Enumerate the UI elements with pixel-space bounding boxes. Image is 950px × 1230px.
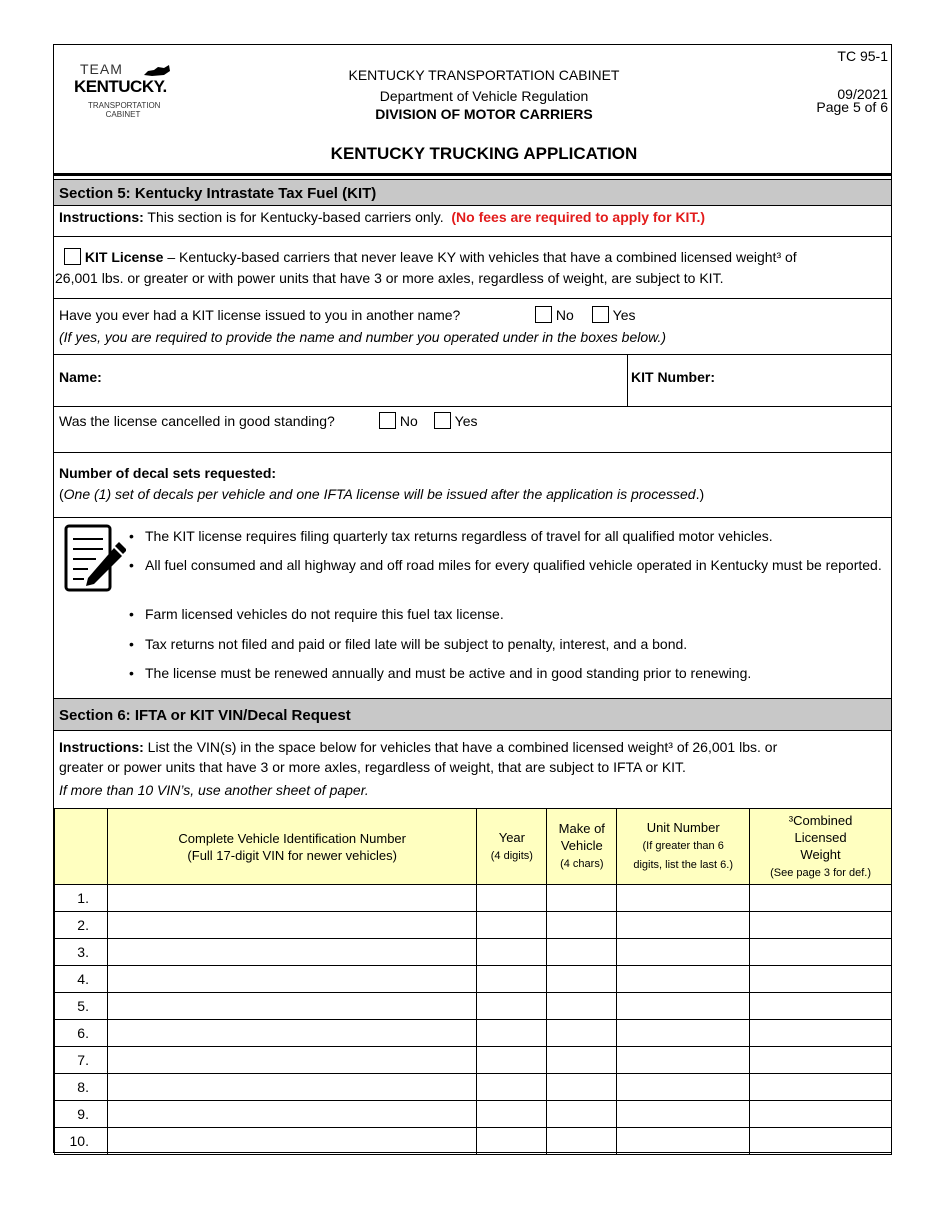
row-number: 5. [55,993,108,1020]
unit-cell[interactable] [617,1101,750,1128]
year-cell[interactable] [477,1128,547,1155]
make-cell[interactable] [547,1074,617,1101]
weight-cell[interactable] [750,939,892,966]
make-cell[interactable] [547,966,617,993]
vin-cell[interactable] [107,1074,476,1101]
kit-license-checkbox[interactable] [64,248,81,265]
year-cell[interactable] [477,1020,547,1047]
section6-heading: Section 6: IFTA or KIT VIN/Decal Request [54,698,891,731]
row-number: 8. [55,1074,108,1101]
decal-sets-note: (One (1) set of decals per vehicle and one IFTA license will be issued after the application is processed.) [59,486,705,502]
kit-requirements-block: • The KIT license requires filing quarterly tax returns regardless of travel for all qualified motor vehicles. • All fuel consumed and all highway and off road miles for every qualified vehicle operated in Kentucky must be reported. • Farm licensed vehicles do not require this fuel tax license. • Tax returns not filed and paid or filed late will be subject to penalty, interest, and a bond. • The license must be renewed annually and must be active and in good standing prior to renewing. [54,518,891,699]
weight-cell[interactable] [750,912,892,939]
decal-sets-field[interactable] [294,459,874,483]
name-label: Name: [59,369,102,385]
name-kit-number-row [54,355,891,407]
weight-cell[interactable] [750,1047,892,1074]
year-cell[interactable] [477,885,547,912]
form-header [54,45,891,176]
year-cell[interactable] [477,1074,547,1101]
cancelled-question: Was the license cancelled in good standing? [59,413,335,429]
column-header-number [55,809,108,885]
section6-instructions-note: If more than 10 VIN’s, use another sheet of paper. [59,782,369,798]
row-number: 9. [55,1101,108,1128]
unit-cell[interactable] [617,1047,750,1074]
section6-instructions-line2: greater or power units that have 3 or more axles, regardless of weight, that are subject to IFTA or KIT. [59,759,686,775]
field-divider [627,355,628,406]
kit-number-field[interactable] [724,355,889,405]
unit-cell[interactable] [617,912,750,939]
make-cell[interactable] [547,993,617,1020]
year-cell[interactable] [477,1047,547,1074]
table-row [55,1074,892,1101]
section6-instructions: Instructions: List the VIN(s) in the space below for vehicles that have a combined licensed weight³ of 26,001 lbs. or greater or power units that have 3 or more axles, regardless of weight, that are subject to IFTA or KIT. If more than 10 VIN’s, use another sheet of paper. [59,739,778,798]
prior-license-row: Have you ever had a KIT license issued to you in another name? No Yes (If yes, you are required to provide the name and number you operated under in the boxes below.) [54,299,891,355]
weight-cell[interactable] [750,1101,892,1128]
year-cell[interactable] [477,993,547,1020]
row-number: 1. [55,885,108,912]
cancelled-no-checkbox[interactable] [379,412,396,429]
unit-cell[interactable] [617,966,750,993]
vin-cell[interactable] [107,993,476,1020]
cancelled-row: Was the license cancelled in good standing? No Yes [54,407,891,453]
logo-team-text: TEAM [80,61,123,77]
weight-cell[interactable] [750,885,892,912]
vin-cell[interactable] [107,1101,476,1128]
row-number: 2. [55,912,108,939]
prior-license-yes-checkbox[interactable] [592,306,609,323]
unit-cell[interactable] [617,1020,750,1047]
column-header-vin: Complete Vehicle Identification Number (Full 17-digit VIN for newer vehicles) [107,809,476,885]
decal-sets-row [54,453,891,518]
make-cell[interactable] [547,1101,617,1128]
weight-cell[interactable] [750,966,892,993]
table-row [55,939,892,966]
vin-cell[interactable] [107,912,476,939]
kit-license-label: KIT License [84,249,164,265]
vin-cell[interactable] [107,966,476,993]
year-cell[interactable] [477,939,547,966]
page-number: Page 5 of 6 [816,99,888,115]
prior-license-no-checkbox[interactable] [535,306,552,323]
year-cell[interactable] [477,912,547,939]
vin-cell[interactable] [107,1020,476,1047]
table-row [55,885,892,912]
row-number: 4. [55,966,108,993]
table-row [55,1020,892,1047]
form-title: KENTUCKY TRUCKING APPLICATION [330,144,638,163]
make-cell[interactable] [547,885,617,912]
weight-cell[interactable] [750,1128,892,1155]
table-row [55,993,892,1020]
row-number: 10. [55,1128,108,1155]
kit-license-row: KIT License – Kentucky-based carriers that never leave KY with vehicles that have a combined licensed weight³ of 26,001 lbs. or greater or with power units that have 3 or more axles, regardless of weight, are subject to KIT. [54,237,891,299]
kit-license-text: 26,001 lbs. or greater or with power units that have 3 or more axles, regardless of weight, are subject to KIT. [55,270,724,286]
name-field[interactable] [194,355,624,405]
table-row [55,1047,892,1074]
column-header-unit: Unit Number (If greater than 6 digits, list the last 6.) [617,809,750,885]
logo-kentucky-text: KENTUCKY. [74,77,167,96]
decal-sets-label: Number of decal sets requested: [59,465,277,481]
make-cell[interactable] [547,1047,617,1074]
table-row [55,912,892,939]
cancelled-yes-checkbox[interactable] [434,412,451,429]
row-number: 3. [55,939,108,966]
row-number: 7. [55,1047,108,1074]
column-header-weight: ³Combined Licensed Weight (See page 3 for def.) [750,809,892,885]
unit-cell[interactable] [617,939,750,966]
unit-cell[interactable] [617,1128,750,1155]
weight-cell[interactable] [750,1020,892,1047]
make-cell[interactable] [547,912,617,939]
prior-license-note: (If yes, you are required to provide the name and number you operated under in the boxes below.) [59,329,667,345]
division-name: DIVISION OF MOTOR CARRIERS [375,106,593,122]
weight-cell[interactable] [750,993,892,1020]
row-number: 6. [55,1020,108,1047]
table-row [55,1128,892,1155]
vin-cell[interactable] [107,885,476,912]
make-cell[interactable] [547,1020,617,1047]
vin-table-header [55,809,892,885]
table-row [55,966,892,993]
agency-name: KENTUCKY TRANSPORTATION CABINET [348,67,620,83]
form-date: 09/2021 [837,86,888,102]
application-form [53,44,892,1153]
section5-heading: Section 5: Kentucky Intrastate Tax Fuel (KIT) [54,179,891,206]
vin-cell[interactable] [107,1128,476,1155]
make-cell[interactable] [547,1128,617,1155]
make-cell[interactable] [547,939,617,966]
year-cell[interactable] [477,1101,547,1128]
prior-license-question: Have you ever had a KIT license issued to you in another name? [59,307,461,323]
vin-table [54,808,892,1155]
year-cell[interactable] [477,966,547,993]
column-header-year: Year (4 digits) [477,809,547,885]
section5-instructions: Instructions: This section is for Kentucky-based carriers only. (No fees are required to apply for KIT.) [54,206,891,237]
notepad-pencil-icon [64,524,126,594]
vin-cell[interactable] [107,939,476,966]
form-number: TC 95-1 [837,48,888,64]
table-row [55,1101,892,1128]
unit-cell[interactable] [617,1074,750,1101]
department-name: Department of Vehicle Regulation [379,88,589,104]
vin-cell[interactable] [107,1047,476,1074]
weight-cell[interactable] [750,1074,892,1101]
unit-cell[interactable] [617,993,750,1020]
kit-number-label: KIT Number: [631,369,715,385]
logo-subtitle: TRANSPORTATION CABINET [88,101,161,119]
column-header-make: Make of Vehicle (4 chars) [547,809,617,885]
unit-cell[interactable] [617,885,750,912]
team-kentucky-logo [72,61,177,121]
